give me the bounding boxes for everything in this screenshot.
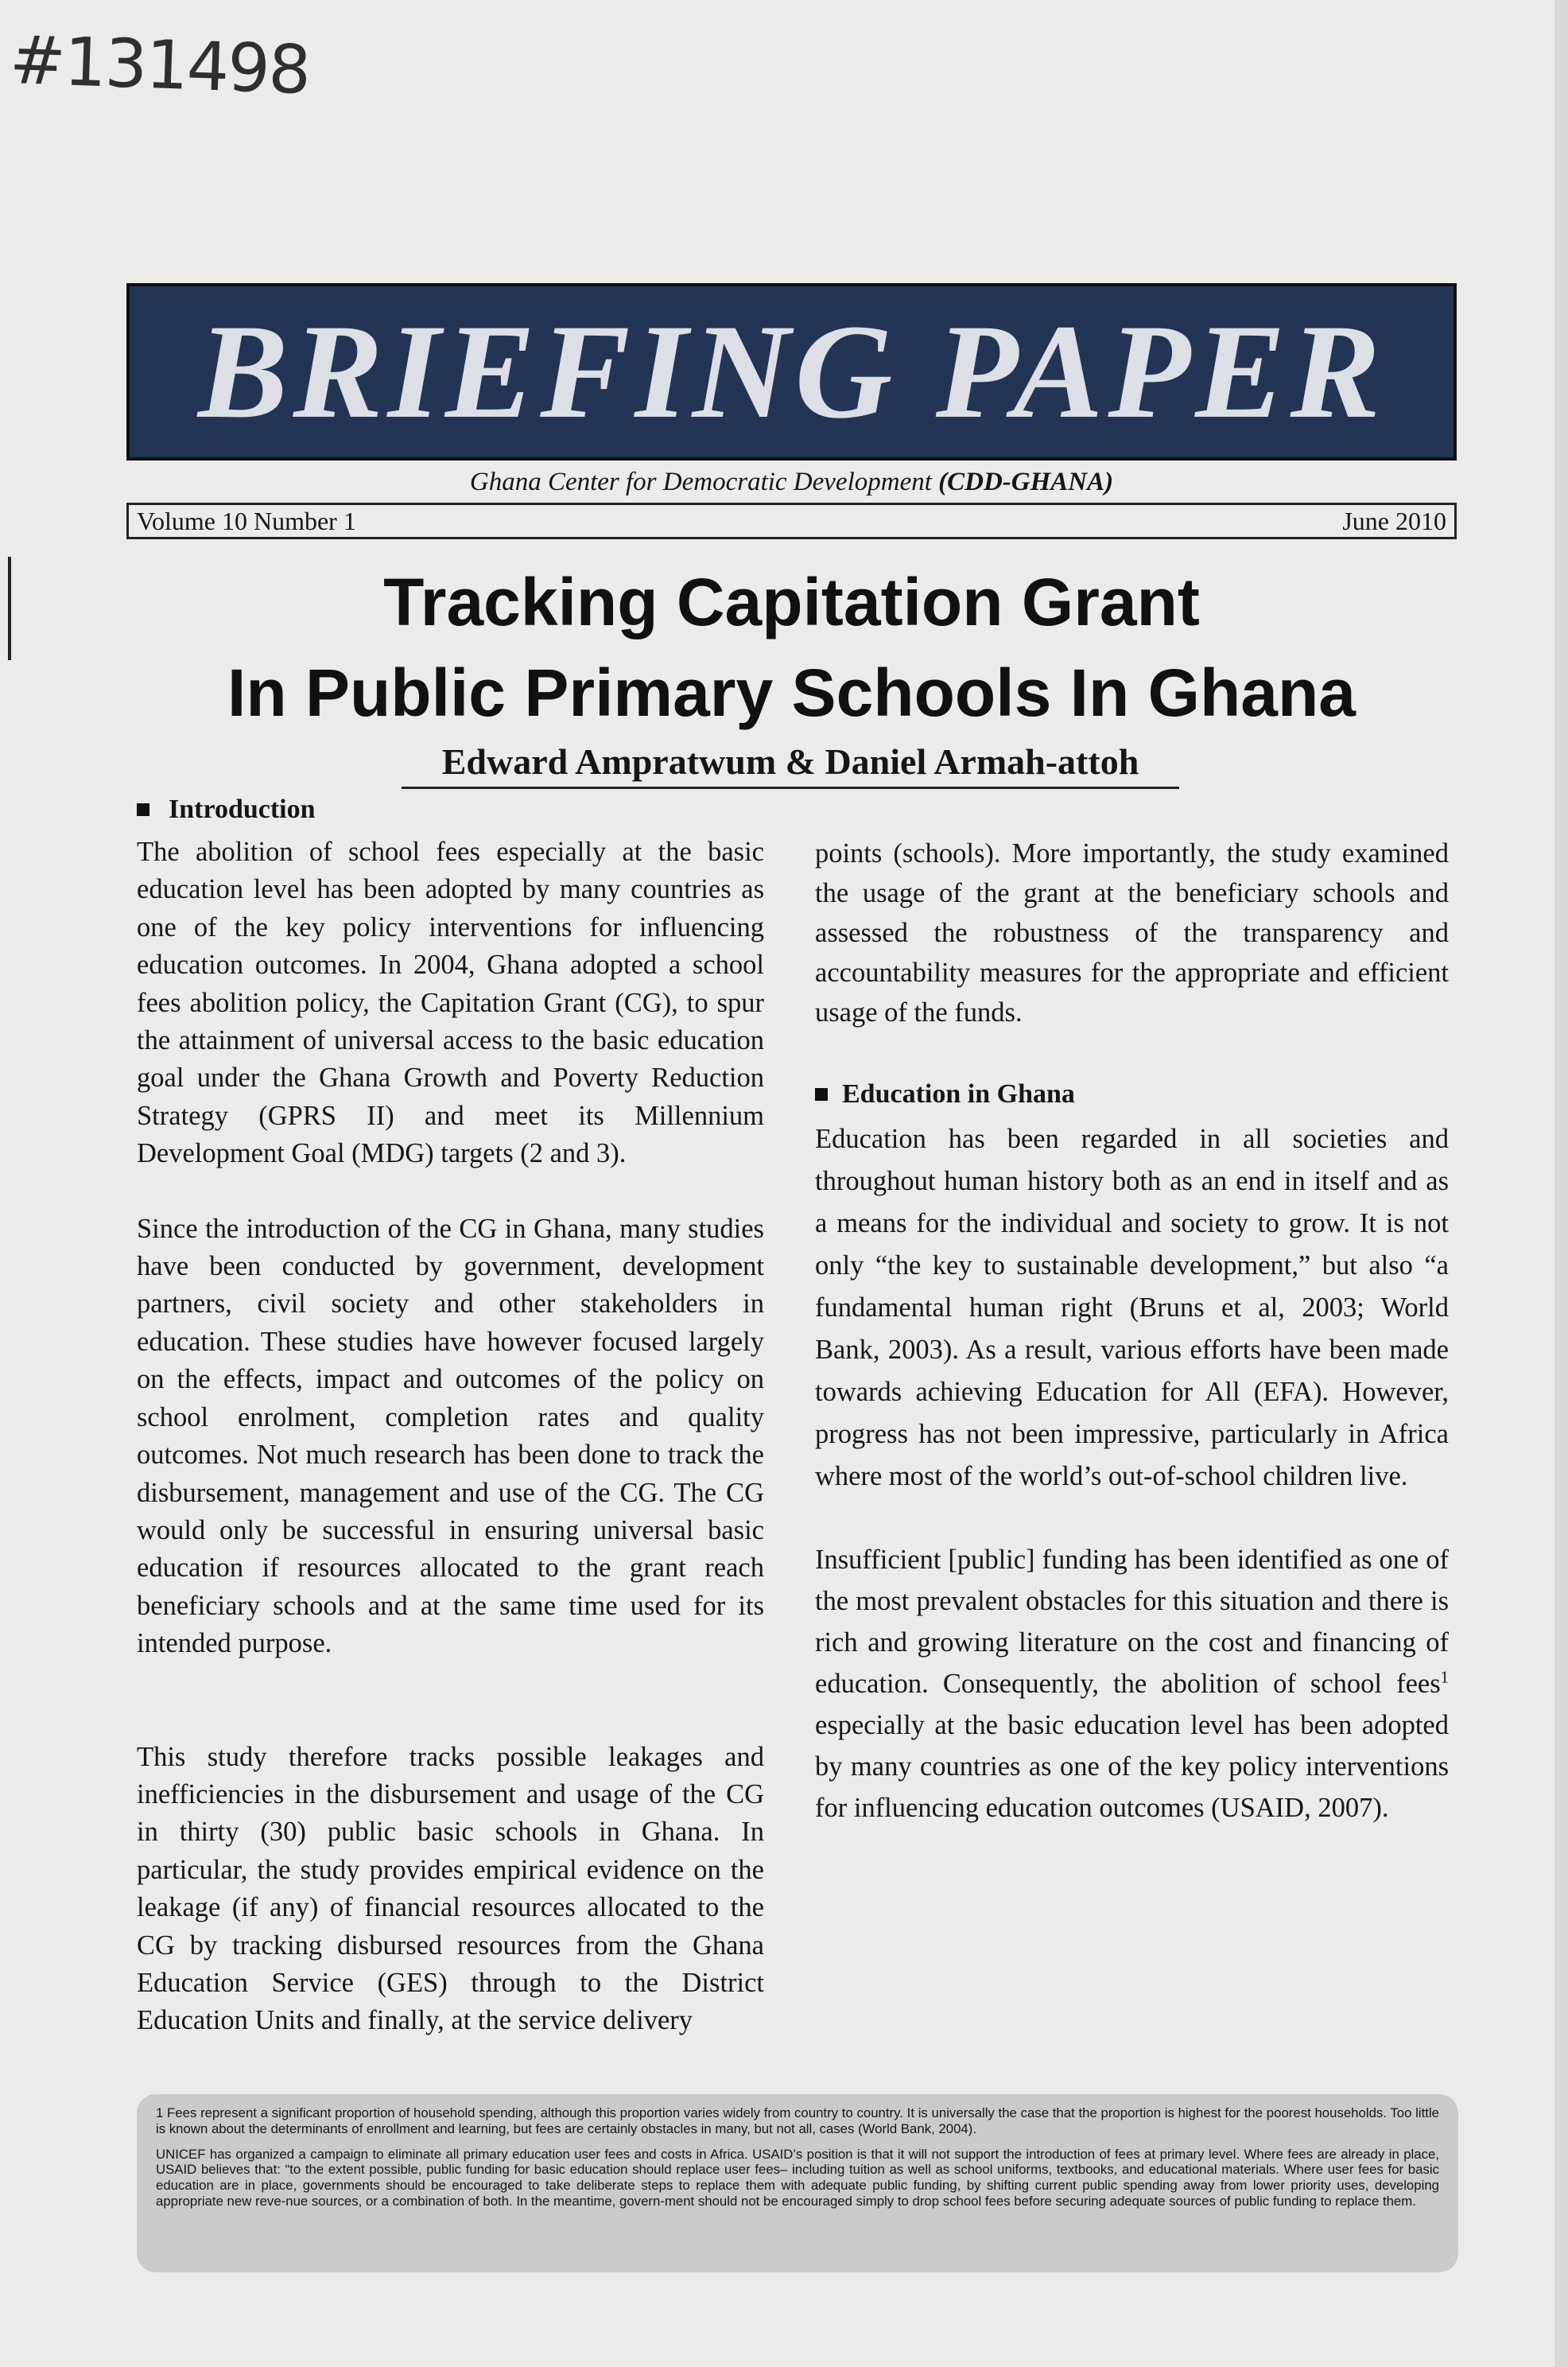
organization-name: Ghana Center for Democratic Development (469, 468, 932, 496)
right-column (815, 834, 1449, 1866)
handwritten-id: #131498 (8, 21, 311, 110)
footnote-1: 1 Fees represent a significant proportion of household spending, although this proportion varies widely from country to country. It is universally the case that the proportion is highest for the poorest households. Too little is known about the determinants of enrollment and learning, but fees are certainly obstacles in many, but not all, cases (World Bank, 2004). (156, 2105, 1439, 2136)
volume-bar (126, 503, 1457, 539)
intro-paragraph-3: This study therefore tracks possible leakages and inefficiencies in the disbursement and usage of the CG in thirty (30) public basic schools in Ghana. In particular, the study provides empirical evidence on the leakage (if any) of financial resources allocated to the CG by tracking disbursed resources from the Ghana Education Service (GES) through to the District Education Units and finally, at the service delivery (137, 1741, 764, 2036)
volume-number: Volume 10 Number 1 (137, 507, 356, 535)
title-line-2: In Public Primary Schools In Ghana (227, 655, 1356, 730)
education-paragraph-1: Education has been regarded in all societies and throughout human history both as an end in itself and as a means for the individual and society to grow. It is not only “the key to sustainable development,” but also “a fundamental human right (Bruns et al, 2003; World Bank, 2003). As a result, various efforts have been made towards achieving Education for All (EFA). However, progress has not been impressive, particularly in Africa where most of the world’s out-of-school children live. (815, 1124, 1449, 1491)
intro-paragraph-1: The abolition of school fees especially at the basic education level has been adopted by many countries as one of the key policy interventions for influencing education outcomes. In 2004, Ghana adopted a school fees abolition policy, the Capitation Grant (CG), to spur the attainment of universal access to the basic education goal under the Ghana Growth and Poverty Reduction Strategy (GPRS II) and meet its Millennium Development Goal (MDG) targets (2 and 3). (137, 837, 764, 1169)
square-bullet-icon (137, 803, 149, 816)
square-bullet-icon (815, 1088, 828, 1101)
article-title (126, 557, 1457, 738)
scan-edge-mark (8, 557, 11, 660)
education-heading-text: Education in Ghana (842, 1079, 1075, 1109)
introduction-heading (137, 794, 316, 826)
education-heading (815, 1079, 1449, 1110)
organization-abbr: (CDD-GHANA) (938, 468, 1114, 496)
paper-edge (1554, 0, 1568, 2367)
footnote-marker: 1 (1440, 1669, 1449, 1687)
masthead-title: BRIEFING PAPER (197, 297, 1386, 446)
education-paragraph-2 (815, 1539, 1449, 1829)
masthead-banner (126, 283, 1457, 461)
title-line-1: Tracking Capitation Grant (383, 565, 1200, 639)
organization-line (126, 468, 1457, 497)
introduction-heading-text: Introduction (169, 795, 316, 824)
left-column (137, 834, 764, 2077)
footnote-2: UNICEF has organized a campaign to eliminate all primary education user fees and costs in Africa. USAID’s position is that it will not support the introduction of fees at primary level. Where fees are already in place, USAID believes that: “to the extent possible, public funding for basic education should replace user fees– including tuition as well as school uniforms, textbooks, and educational materials. Where user fees for basic education are in place, governments should be encouraged to take deliberate steps to replace them with adequate public funding, by shifting current public spending away from lower priority uses, developing appropriate new reve-nue sources, or a combination of both. In the meantime, govern-ment should not be encouraged simply to drop school fees before securing adequate sources of public funding to replace them. (156, 2146, 1439, 2209)
intro-paragraph-2: Since the introduction of the CG in Ghana, many studies have been conducted by government, development partners, civil society and other stakeholders in education. These studies have however focused largely on the effects, impact and outcomes of the policy on school enrolment, completion rates and quality outcomes. Not much research has been done to track the disbursement, management and use of the CG. The CG would only be successful in ensuring universal basic education if resources allocated to the grant reach beneficiary schools and at the same time used for its intended purpose. (137, 1213, 764, 1659)
footnote-box (137, 2094, 1458, 2272)
authors: Edward Ampratwum & Daniel Armah-attoh (402, 737, 1179, 789)
intro-continuation: points (schools). More importantly, the study examined the usage of the grant at the beneficiary schools and assessed the robustness of the transparency and accountability measures for the appropriate and efficient usage of the funds. (815, 838, 1449, 1028)
education-p2-after: especially at the basic education level has been adopted by many countries as one of the key policy interventions for influencing education outcomes (USAID, 2007). (815, 1710, 1449, 1823)
education-p2-before: Insufficient [public] funding has been identified as one of the most prevalent obstacles for this situation and there is rich and growing literature on the cost and financing of education. Consequently, the abolition of school fees (815, 1545, 1449, 1699)
issue-date: June 2010 (1342, 507, 1446, 535)
